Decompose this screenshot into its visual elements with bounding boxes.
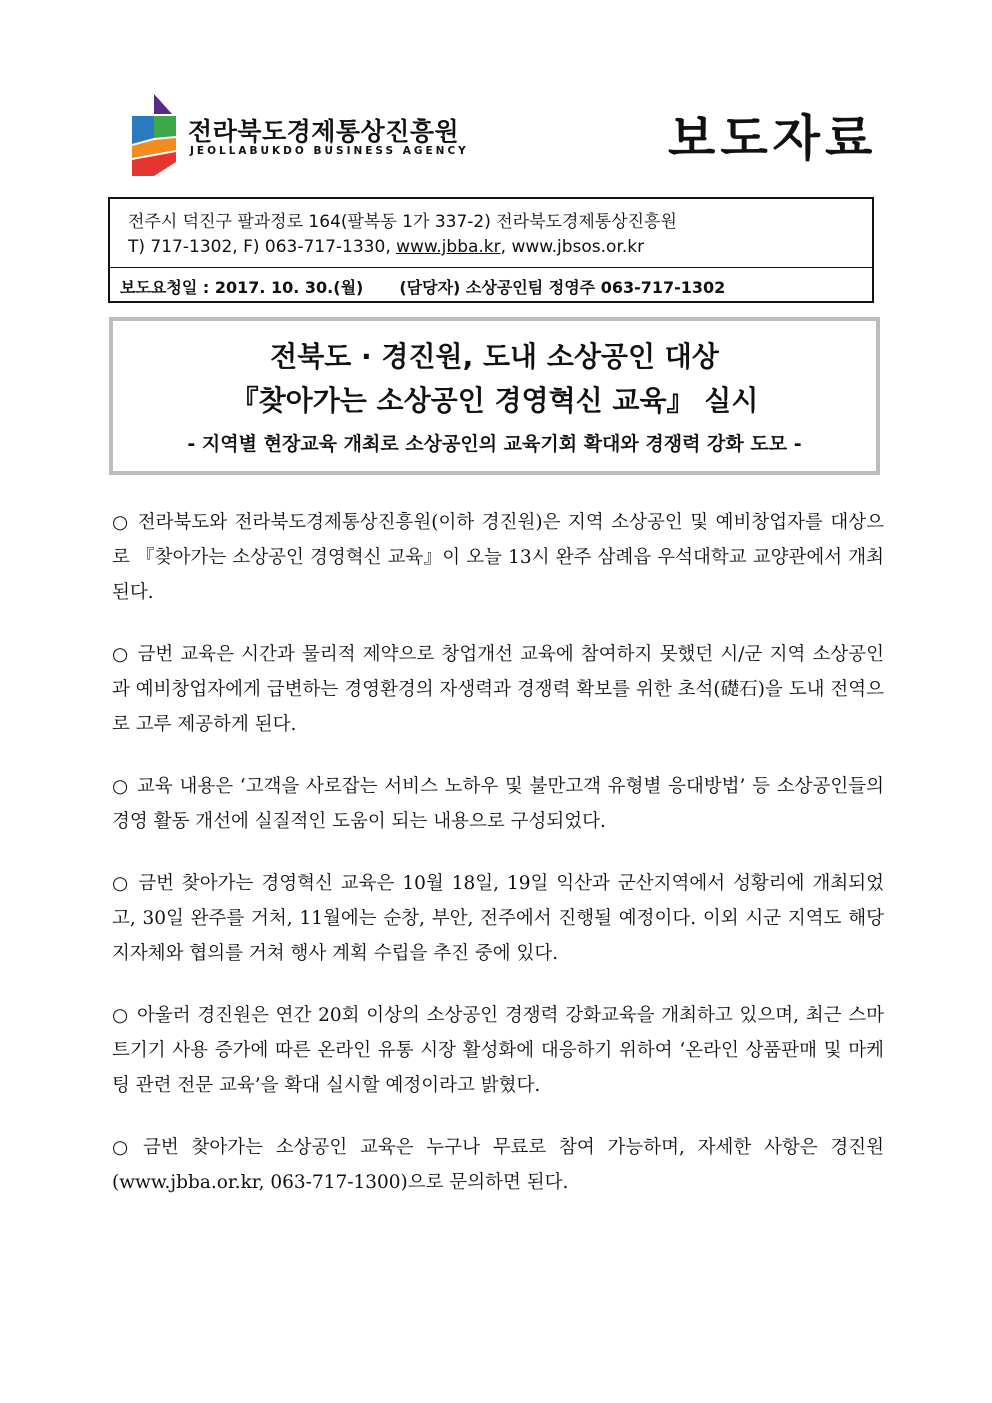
bullet-marker: ○ (112, 873, 131, 894)
article-body (112, 505, 884, 1227)
document-type-title: 보도자료 (668, 110, 878, 167)
website-link-jbba[interactable]: www.jbba.kr (396, 237, 501, 257)
bullet-marker: ○ (112, 1005, 130, 1026)
headline-box (109, 317, 880, 475)
release-date: 보도요청일 : 2017. 10. 30.(월) (120, 278, 364, 297)
release-info-line (120, 275, 725, 298)
agency-logo-icon (128, 92, 180, 178)
separator-text: , (500, 237, 512, 257)
paragraph-text: 금번 교육은 시간과 물리적 제약으로 창업개선 교육에 참여하지 못했던 시/군 지역 소상공인과 예비창업자에게 급변하는 경영환경의 자생력과 경쟁력 확보를 위한 초석(礎石)을 도내 전역으로 고루 제공하게 된다. (112, 644, 884, 735)
contact-person: (담당자) 소상공인팀 정영주 063-717-1302 (399, 278, 726, 297)
paragraph-text: 금번 찾아가는 경영혁신 교육은 10월 18일, 19일 익산과 군산지역에서 성황리에 개최되었고, 30일 완주를 거처, 11월에는 순창, 부안, 전주에서 진행될 예정이다. 이외 시군 지역도 해당 지자체와 협의를 거쳐 행사 계획 수립을 추진 중에 있다. (112, 873, 884, 964)
org-name-korean: 전라북도경제통상진흥원 (188, 117, 460, 146)
bullet-marker: ○ (112, 776, 129, 797)
paragraph-text: 교육 내용은 ‘고객을 사로잡는 서비스 노하우 및 불만고객 유형별 응대방법’ 등 소상공인들의 경영 활동 개선에 실질적인 도움이 되는 내용으로 구성되었다. (112, 776, 884, 832)
info-divider (110, 267, 872, 268)
phone-fax-text: T) 717-1302, F) 063-717-1330, (128, 237, 397, 257)
org-name-english: JEOLLABUKDO BUSINESS AGENCY (190, 145, 469, 157)
paragraph-text: 아울러 경진원은 연간 20회 이상의 소상공인 경쟁력 강화교육을 개최하고 있으며, 최근 스마트기기 사용 증가에 따른 온라인 유통 시장 활성화에 대응하기 위하여 ‘온라인 상품판매 및 마케팅 관련 전문 교육’을 확대 실시할 예정이라고 밝혔다. (112, 1005, 884, 1096)
headline-line-2: 『찾아가는 소상공인 경영혁신 교육』 실시 (230, 384, 759, 417)
bullet-marker: ○ (112, 644, 130, 665)
bullet-marker: ○ (112, 1137, 136, 1158)
address-line: 전주시 덕진구 팔과정로 164(팔복동 1가 337-2) 전라북도경제통상진흥원 (128, 212, 677, 232)
website-link-jbsos[interactable]: www.jbsos.or.kr (511, 237, 645, 257)
bullet-marker: ○ (112, 512, 130, 533)
paragraph-2 (112, 637, 884, 742)
contact-info-box (108, 197, 874, 303)
paragraph-5 (112, 998, 884, 1103)
paragraph-text: 금번 찾아가는 소상공인 교육은 누구나 무료로 참여 가능하며, 자세한 사항은 경진원(www.jbba.or.kr, 063-717-1300)으로 문의하면 된다. (112, 1137, 884, 1193)
paragraph-4 (112, 866, 884, 971)
paragraph-3 (112, 769, 884, 839)
headline-line-1: 전북도 · 경진원, 도내 소상공인 대상 (270, 340, 719, 373)
paragraph-text: 전라북도와 전라북도경제통상진흥원(이하 경진원)은 지역 소상공인 및 예비창업자를 대상으로 『찾아가는 소상공인 경영혁신 교육』이 오늘 13시 완주 삼례읍 우석대학교 교양관에서 개최 된다. (112, 512, 884, 603)
phone-web-line (128, 237, 644, 257)
paragraph-1 (112, 505, 884, 610)
subheadline: - 지역별 현장교육 개최로 소상공인의 교육기회 확대와 경쟁력 강화 도모 - (187, 433, 802, 455)
paragraph-6 (112, 1130, 884, 1200)
